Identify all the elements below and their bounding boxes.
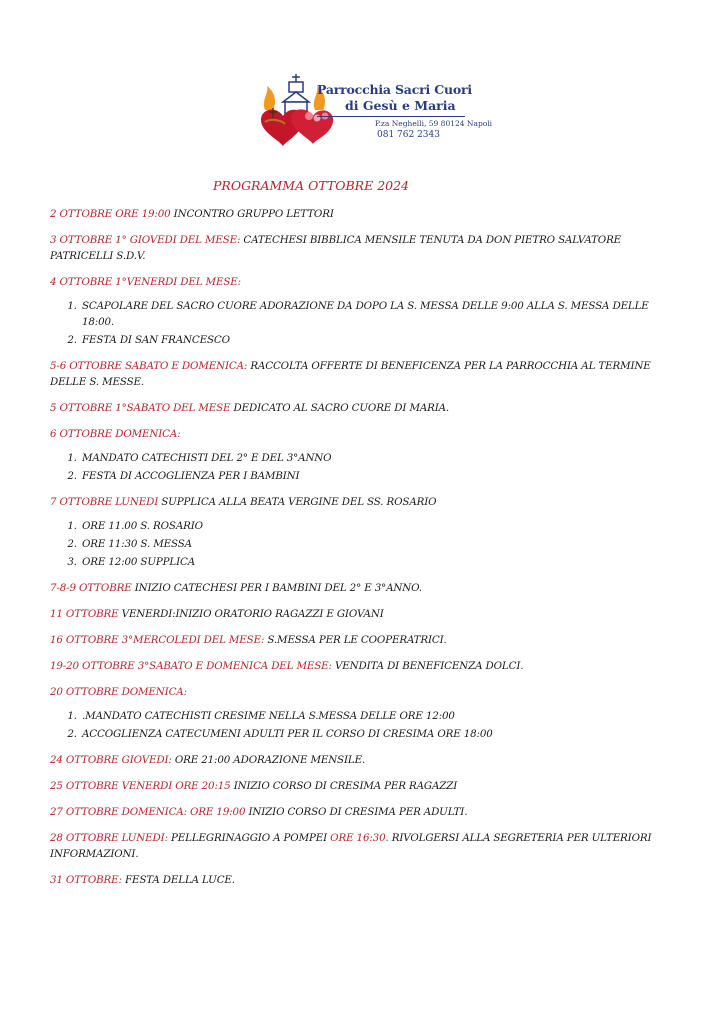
entry-date: 28 OTTOBRE LUNEDI: [50, 832, 168, 844]
entry-text: INCONTRO GRUPPO LETTORI [170, 208, 334, 220]
programme-entry [50, 658, 665, 674]
entry-date: 16 OTTOBRE 3°MERCOLEDI DEL MESE: [50, 634, 265, 646]
programme-entry [50, 606, 665, 622]
entry-date: 31 OTTOBRE: [50, 874, 122, 886]
programme-entry [50, 778, 665, 794]
entry-sublist [50, 518, 665, 570]
programme-entry [50, 494, 665, 510]
logo-name-line1: Parrocchia Sacri Cuori [317, 82, 472, 97]
entry-date: 4 OTTOBRE 1°VENERDI DEL MESE: [50, 276, 241, 288]
programme-content [50, 178, 665, 898]
programme-entry [50, 632, 665, 648]
entry-date: 2 OTTOBRE ORE 19:00 [50, 208, 171, 220]
programme-entry [50, 206, 665, 222]
entry-text: VENDITA DI BENEFICENZA DOLCI. [331, 660, 524, 672]
logo-address: P.za Neghelli, 59 80124 Napoli [375, 119, 493, 128]
programme-entry [50, 232, 665, 264]
programme-list [50, 206, 665, 888]
entry-text: VENERDI:INIZIO ORATORIO RAGAZZI E GIOVANI [118, 608, 384, 620]
entry-text: INIZIO CATECHESI PER I BAMBINI DEL 2° E 3°ANNO. [131, 582, 422, 594]
sublist-item: 1. MANDATO CATECHISTI DEL 2° E DEL 3°ANNO [80, 450, 665, 466]
entry-text: DEDICATO AL SACRO CUORE DI MARIA. [230, 402, 450, 414]
entry-date: 7-8-9 OTTOBRE [50, 582, 132, 594]
entry-date: 24 OTTOBRE GIOVEDI: [50, 754, 172, 766]
page-title: PROGRAMMA OTTOBRE 2024 [213, 178, 410, 193]
sublist-item: 2. ORE 11:30 S. MESSA [80, 536, 665, 552]
entry-text: INIZIO CORSO DI CRESIMA PER ADULTI. [245, 806, 468, 818]
programme-entry [50, 804, 665, 820]
programme-entry [50, 274, 665, 290]
sublist-item: 1. .MANDATO CATECHISTI CRESIME NELLA S.MESSA DELLE ORE 12:00 [80, 708, 665, 724]
programme-entry [50, 872, 665, 888]
programme-entry [50, 358, 665, 390]
sublist-item: 1. ORE 11.00 S. ROSARIO [80, 518, 665, 534]
sublist-item: 2. FESTA DI ACCOGLIENZA PER I BAMBINI [80, 468, 665, 484]
programme-entry [50, 400, 665, 416]
programme-entry [50, 830, 665, 862]
entry-text: SUPPLICA ALLA BEATA VERGINE DEL SS. ROSARIO [158, 496, 437, 508]
entry-text: RIVOLGERSI ALLA SEGRETERIA PER ULTERIORI INFORMAZIONI. [50, 832, 652, 860]
programme-entry [50, 684, 665, 700]
entry-date: 6 OTTOBRE DOMENICA: [50, 428, 181, 440]
sublist-item: 1. SCAPOLARE DEL SACRO CUORE ADORAZIONE DA DOPO LA S. MESSA DELLE 9:00 ALLA S. MESSA DELLE 18:00. [80, 298, 665, 330]
entry-date: 5 OTTOBRE 1°SABATO DEL MESE [50, 402, 231, 414]
entry-text: S.MESSA PER LE COOPERATRICI. [264, 634, 447, 646]
sublist-item: 2. ACCOGLIENZA CATECUMENI ADULTI PER IL CORSO DI CRESIMA ORE 18:00 [80, 726, 665, 742]
entry-date: 5-6 OTTOBRE SABATO E DOMENICA: [50, 360, 248, 372]
entry-date: 19-20 OTTOBRE 3°SABATO E DOMENICA DEL MESE: [50, 660, 332, 672]
entry-time: ORE 16:30. [330, 832, 389, 844]
entry-text: INIZIO CORSO DI CRESIMA PER RAGAZZI [230, 780, 458, 792]
entry-text: PELLEGRINAGGIO A POMPEI [167, 832, 331, 844]
entry-date: 7 OTTOBRE LUNEDI [50, 496, 159, 508]
sublist-item: 2. FESTA DI SAN FRANCESCO [80, 332, 665, 348]
entry-date: 25 OTTOBRE VENERDI ORE 20:15 [50, 780, 231, 792]
programme-entry [50, 426, 665, 442]
entry-text: RACCOLTA OFFERTE DI BENEFICENZA PER LA PARROCCHIA AL TERMINE DELLE S. MESSE. [50, 360, 651, 388]
entry-date: 27 OTTOBRE DOMENICA: ORE 19:00 [50, 806, 246, 818]
entry-date: 20 OTTOBRE DOMENICA: [50, 686, 187, 698]
entry-sublist [50, 450, 665, 484]
logo-phone: 081 762 2343 [377, 130, 440, 140]
entry-date: 3 OTTOBRE 1° GIOVEDI DEL MESE: [50, 234, 241, 246]
entry-text: ORE 21:00 ADORAZIONE MENSILE. [171, 754, 366, 766]
sublist-item: 3. ORE 12:00 SUPPLICA [80, 554, 665, 570]
entry-text: CATECHESI BIBBLICA MENSILE TENUTA DA DON PIETRO SALVATORE PATRICELLI S.D.V. [50, 234, 622, 262]
entry-date: 11 OTTOBRE [50, 608, 119, 620]
logo-divider [317, 116, 465, 117]
programme-entry [50, 752, 665, 768]
entry-text: FESTA DELLA LUCE. [121, 874, 235, 886]
entry-sublist [50, 708, 665, 742]
programme-entry [50, 580, 665, 596]
entry-sublist [50, 298, 665, 348]
logo-name-line2: di Gesù e Maria [345, 98, 456, 113]
parish-logo [255, 72, 493, 152]
